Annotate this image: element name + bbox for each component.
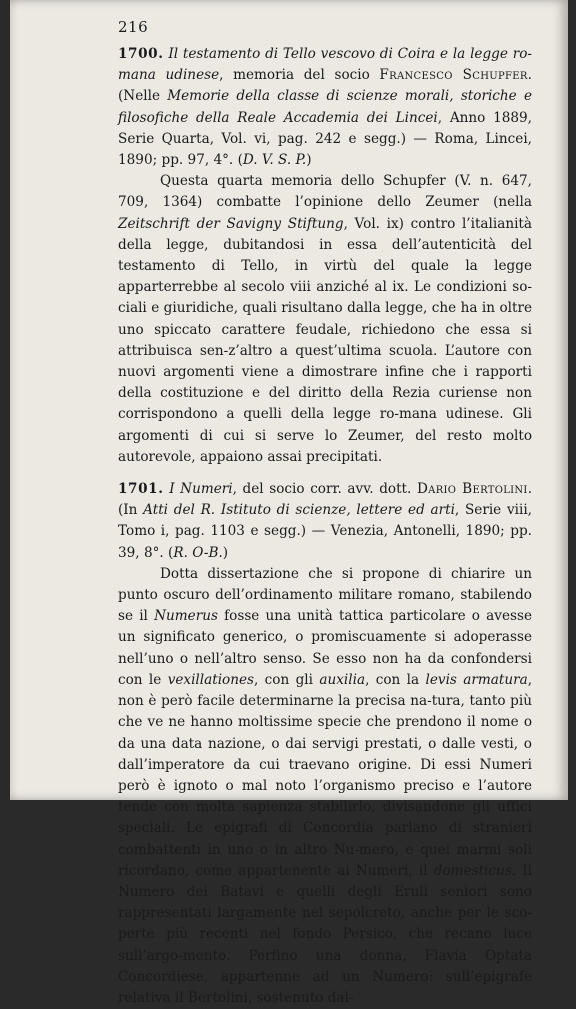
citation-open: . (Nelle [118, 67, 532, 105]
entry-author: Francesco Schupfer [379, 67, 528, 84]
entry-citation [118, 479, 532, 564]
citation-open: . (In [118, 481, 533, 519]
entry-citation [118, 44, 532, 171]
review-text-segment: , con gli [254, 671, 320, 688]
publication-details: , Serie viii, Tomo i, pag. 1103 e segg.) — Venezia, Antonelli, 1890; pp. 39, 8°. ( [118, 502, 532, 561]
review-italic-segment: levis armatura [425, 671, 528, 688]
entry-1701 [118, 479, 532, 1009]
review-text-segment: Dotta dissertazione che si propone di chiarire un punto oscuro dell’ordinamento militare romano, stabilendo se il [118, 565, 532, 625]
review-italic-segment: domesticus [433, 862, 512, 879]
review-italic-segment: Numerus [154, 608, 218, 625]
review-italic-segment: vexillationes [167, 671, 254, 688]
citation-close: ) [306, 152, 312, 169]
page-number: 216 [118, 18, 149, 36]
entry-review-text [118, 171, 532, 468]
entry-title: Il testamento di Tello vescovo di Coira e la legge ro-mana udinese [118, 46, 532, 84]
review-italic-segment: auxilia [319, 671, 366, 688]
review-text-segment: , con la [365, 671, 426, 688]
entry-author-intro: , del socio corr. avv. dott. [232, 481, 417, 498]
entry-author-intro: , memoria del socio [219, 67, 380, 84]
review-text-segment: fosse una unità tattica particolare o avesse un significato generico, o promiscuamente si adoperasse nell’uno o nell’altro senso. Se esso non ha da confondersi con le [118, 608, 533, 688]
publication-title: Memorie della classe di scienze morali, storiche e filosofiche della Reale Accademia dei Lincei [118, 88, 532, 126]
citation-close: ) [222, 544, 229, 561]
review-text-segment: Questa quarta memoria dello Schupfer (V. n. 647, 709, 1364) combatte l’opinione dello Zeumer (nella [118, 173, 532, 211]
review-text-segment: , Vol. ix) contro l’italianità della legge, dubitandosi in essa dell’autenticità del testamento di Tello, in virtù del quale la legge apparterrebbe al secolo viii anziché al ix. Le condizioni so-ciali e giuridiche, quali risultano dalla legge, che ha in oltre uno spiccato carattere feudale, richiedono che essa si attribuisca sen-z’altro a quest’ultima scuola. L’autore con nuovi argomenti viene a dimostrare infine che i rapporti della costituzione e del diritto della Rezia curiense non corrispondono a quelli della legge ro-mana udinese. Gli argomenti di cui si serve lo Zeumer, del resto molto autorevole, appaiono assai precipitati. [118, 215, 532, 465]
page-text [118, 44, 532, 1009]
entry-1700 [118, 44, 532, 468]
publication-title: Atti del R. Istituto di scienze, lettere ed arti [143, 502, 455, 519]
entry-number: 1700. [118, 46, 164, 62]
reviewer-siglum: R. O-B. [173, 544, 223, 561]
entry-title: I Numeri [169, 481, 233, 498]
entry-author: Dario Bertolini [416, 481, 528, 498]
publication-details: , Anno 1889, Serie Quarta, Vol. vi, pag. 242 e segg.) — Roma, Lincei, 1890; pp. 97, 4°. ( [118, 109, 533, 169]
review-text-segment: . Il Numero dei Batavi e quelli degli Eruli seniori sono rappresentati largamente nel sepolcreto, anche per le sco-perte più recenti nel fondo Persico, che recano luce sull’argo-mento. Perfino una donna, Flavia Optata Concordiese, appartenne ad un Numero: sull’epigrafe relativa il Bertolini, sostenuto dal- [118, 862, 532, 1006]
entry-number: 1701. [118, 481, 164, 498]
review-italic-segment: Zeitschrift der Savigny Stiftung [118, 215, 344, 232]
entry-review-text [118, 564, 532, 1009]
book-page [10, 0, 568, 1006]
reviewer-siglum: D. V. S. P. [242, 152, 307, 169]
review-text-segment: , non è però facile determinarne la precisa na-tura, tanto più che ve ne hanno moltissime specie che prendono il nome o da una data nazione, o dai servigi prestati, o dalle vesti, o dall’imperatore da cui traevano origine. Di essi Numeri però è ignoto o mal noto l’organismo preciso e l’autore tende con molta sapienza stabilirlo, divisandone gli uffici speciali. Le epigrafi di Concordia parlano di stranieri combattenti in uno o in altro Nu-mero, e quei marmi soli ricordano, come appartenente ai Numeri, il [118, 671, 533, 879]
